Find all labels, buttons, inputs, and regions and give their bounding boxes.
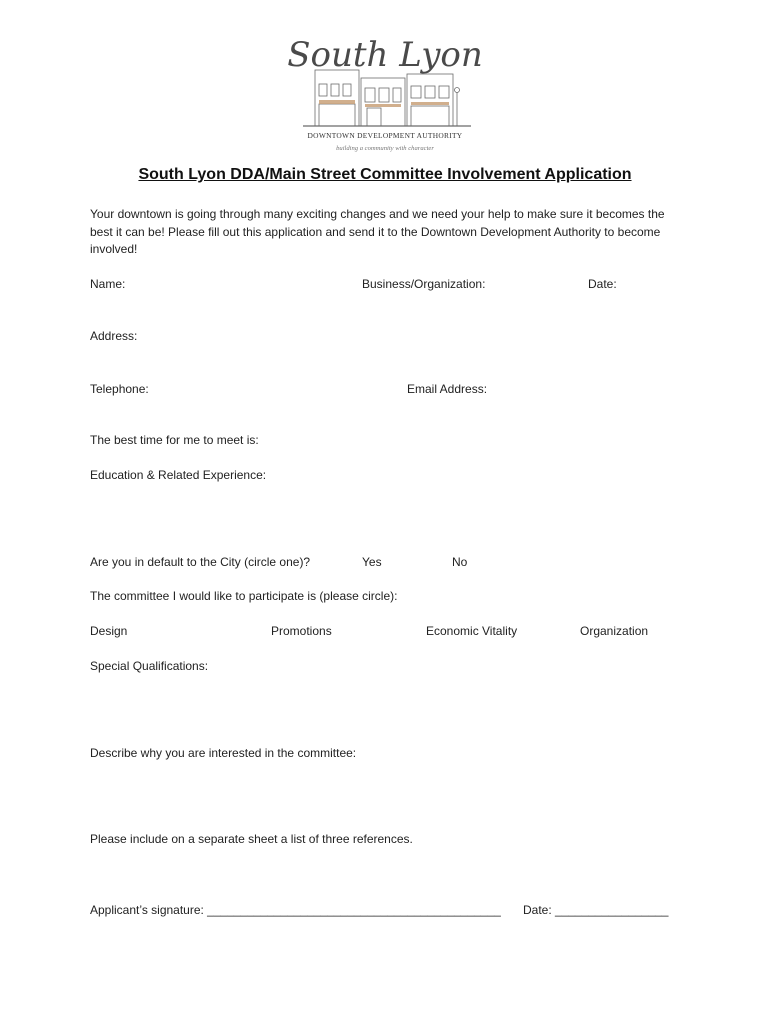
default-option-yes: Yes <box>362 555 382 569</box>
committee-option-design: Design <box>90 624 128 638</box>
default-question: Are you in default to the City (circle one)? <box>90 555 311 569</box>
committee-option-economic-vitality: Economic Vitality <box>426 624 518 638</box>
best-time-label: The best time for me to meet is: <box>90 433 259 447</box>
committee-option-promotions: Promotions <box>271 624 332 638</box>
email-label: Email Address: <box>407 382 488 396</box>
storefront-illustration <box>285 26 485 156</box>
south-lyon-dda-logo <box>285 26 485 156</box>
committee-question: The committee I would like to participate is (please circle): <box>90 589 398 603</box>
address-label: Address: <box>90 329 138 343</box>
business-label: Business/Organization: <box>362 277 486 291</box>
references-note: Please include on a separate sheet a list of three references. <box>90 832 413 846</box>
logo-tagline: building a community with character <box>336 145 434 152</box>
committee-option-organization: Organization <box>580 624 649 638</box>
form-title: South Lyon DDA/Main Street Committee Involvement Application <box>138 166 632 183</box>
signature-date-line: Date: _________________ <box>523 903 669 917</box>
logo-wordmark: South Lyon <box>287 35 483 75</box>
telephone-label: Telephone: <box>90 382 149 396</box>
signature-line: Applicant’s signature: ____________________________________________ <box>90 903 501 917</box>
interest-label: Describe why you are interested in the committee: <box>90 746 357 760</box>
intro-paragraph: Your downtown is going through many exciting changes and we need your help to make sure it becomes the best it can be! Please fill out this application and send it to the Downtown Development Authority to become involved! <box>90 207 665 256</box>
default-option-no: No <box>452 555 468 569</box>
special-qualifications-label: Special Qualifications: <box>90 659 209 673</box>
name-label: Name: <box>90 277 126 291</box>
logo-org-name: DOWNTOWN DEVELOPMENT AUTHORITY <box>307 131 463 140</box>
date-label: Date: <box>588 277 617 291</box>
education-label: Education & Related Experience: <box>90 468 267 482</box>
